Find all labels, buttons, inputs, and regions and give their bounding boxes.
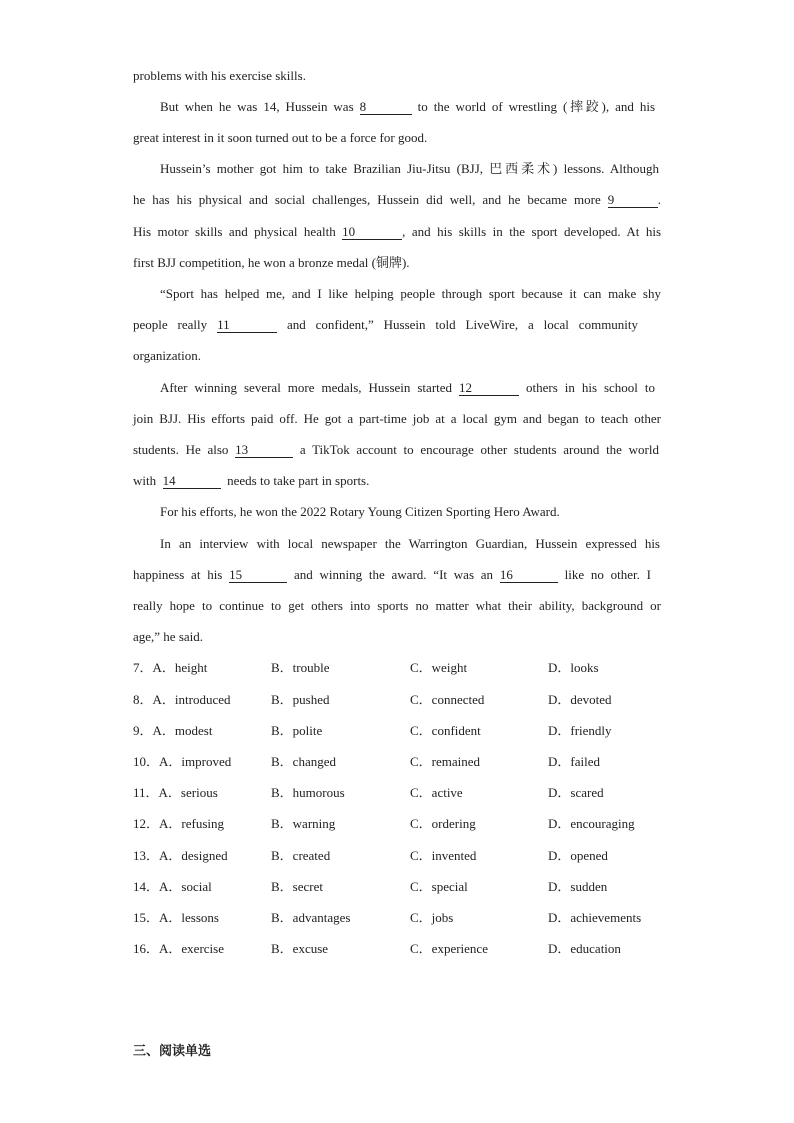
- passage-line: join BJJ. His efforts paid off. He got a part-time job at a local gym and began to teach other: [133, 411, 661, 426]
- blank-10: 10: [342, 225, 402, 240]
- option-b: B．secret: [271, 879, 323, 894]
- option-number-a: [133, 941, 224, 957]
- option-d: D．education: [548, 941, 621, 956]
- text-span: After winning several more medals, Hussein started: [160, 380, 453, 395]
- option-a: A．improved: [159, 754, 232, 769]
- option-a: A．social: [159, 879, 212, 894]
- blank-13: 13: [235, 443, 293, 458]
- text-span: to the world of wrestling (摔跤), and his: [417, 99, 655, 114]
- passage-line: Hussein’s mother got him to take Brazilian Jiu-Jitsu (BJJ, 巴西柔术) lessons. Although: [160, 161, 659, 176]
- option-row: [133, 754, 693, 770]
- option-number-a: [133, 879, 212, 895]
- option-number-a: [133, 785, 218, 801]
- passage-line: age,” he said.: [133, 629, 204, 644]
- blank-14: 14: [163, 474, 221, 489]
- blank-16: 16: [500, 568, 558, 583]
- passage-line: [133, 442, 659, 458]
- option-c: C．special: [410, 879, 468, 894]
- option-c: C．jobs: [410, 910, 454, 925]
- blank-8: 8: [360, 100, 412, 115]
- passage-line: really hope to continue to get others into sports no matter what their ability, background or: [133, 598, 661, 613]
- text-span: But when he was 14, Hussein was: [160, 99, 354, 114]
- option-number-a: [133, 848, 228, 864]
- option-d: D．devoted: [548, 692, 612, 707]
- option-b: B．changed: [271, 754, 336, 769]
- text-span: and winning the award. “It was an: [293, 567, 494, 582]
- option-c: C．connected: [410, 692, 485, 707]
- option-c: C．active: [410, 785, 463, 800]
- option-a: A．designed: [159, 848, 228, 863]
- passage-line: great interest in it soon turned out to be a force for good.: [133, 130, 428, 145]
- option-row: [133, 816, 693, 832]
- option-row: [133, 941, 693, 957]
- text-span: needs to take part in sports.: [227, 473, 370, 488]
- passage-line: [133, 473, 661, 489]
- option-b: B．humorous: [271, 785, 345, 800]
- blank-9: 9: [608, 193, 658, 208]
- option-c: C．confident: [410, 723, 481, 738]
- question-number: 12．: [133, 816, 160, 831]
- passage-line: first BJJ competition, he won a bronze medal (铜牌).: [133, 255, 410, 270]
- question-number: 11．: [133, 785, 159, 800]
- text-span: His motor skills and physical health: [133, 224, 336, 239]
- option-row: [133, 785, 693, 801]
- option-a: A．serious: [158, 785, 218, 800]
- option-a: A．refusing: [159, 816, 225, 831]
- passage-line: problems with his exercise skills.: [133, 68, 306, 83]
- blank-12: 12: [459, 381, 519, 396]
- option-d: D．scared: [548, 785, 604, 800]
- option-d: D．opened: [548, 848, 608, 863]
- option-number-a: [133, 660, 207, 676]
- option-d: D．failed: [548, 754, 600, 769]
- option-a: A．modest: [152, 723, 213, 738]
- option-b: B．advantages: [271, 910, 351, 925]
- option-number-a: [133, 910, 219, 926]
- option-c: C．weight: [410, 660, 468, 675]
- passage-line: [133, 317, 638, 333]
- question-number: 7．: [133, 660, 153, 675]
- text-span: .: [657, 192, 662, 207]
- passage-line: [133, 192, 661, 208]
- option-number-a: [133, 754, 231, 770]
- text-span: happiness at his: [133, 567, 223, 582]
- text-span: with: [133, 473, 157, 488]
- question-number: 10．: [133, 754, 160, 769]
- blank-11: 11: [217, 318, 277, 333]
- option-b: B．pushed: [271, 692, 330, 707]
- option-number-a: [133, 692, 231, 708]
- passage-line: “Sport has helped me, and I like helping people through sport because it can make shy: [160, 286, 661, 301]
- option-b: B．created: [271, 848, 331, 863]
- option-a: A．exercise: [159, 941, 224, 956]
- option-row: [133, 848, 693, 864]
- text-span: he has his physical and social challenges, Hussein did well, and he became more: [133, 192, 601, 207]
- option-row: [133, 910, 693, 926]
- passage-line: [133, 567, 651, 583]
- option-d: D．looks: [548, 660, 599, 675]
- option-a: A．introduced: [152, 692, 231, 707]
- passage-line: [133, 224, 661, 240]
- text-span: , and his skills in the sport developed. At his: [402, 224, 662, 239]
- option-b: B．polite: [271, 723, 323, 738]
- question-number: 8．: [133, 692, 153, 707]
- option-c: C．remained: [410, 754, 481, 769]
- text-span: like no other. I: [564, 567, 652, 582]
- option-c: C．experience: [410, 941, 488, 956]
- option-a: A．lessons: [159, 910, 219, 925]
- question-number: 14．: [133, 879, 160, 894]
- option-a: A．height: [152, 660, 208, 675]
- option-b: B．warning: [271, 816, 336, 831]
- option-c: C．invented: [410, 848, 477, 863]
- text-span: a TikTok account to encourage other students around the world: [299, 442, 659, 457]
- question-number: 13．: [133, 848, 160, 863]
- option-number-a: [133, 723, 212, 739]
- option-row: [133, 660, 693, 676]
- option-b: B．trouble: [271, 660, 330, 675]
- passage-line: organization.: [133, 348, 201, 363]
- question-number: 15．: [133, 910, 160, 925]
- question-number: 9．: [133, 723, 153, 738]
- passage-line: [160, 99, 655, 115]
- option-row: [133, 723, 693, 739]
- text-span: students. He also: [133, 442, 229, 457]
- option-row: [133, 692, 693, 708]
- option-c: C．ordering: [410, 816, 476, 831]
- option-d: D．sudden: [548, 879, 608, 894]
- passage-line: [160, 380, 655, 396]
- blank-15: 15: [229, 568, 287, 583]
- option-d: D．friendly: [548, 723, 612, 738]
- passage-line: For his efforts, he won the 2022 Rotary Young Citizen Sporting Hero Award.: [160, 504, 560, 519]
- option-number-a: [133, 816, 224, 832]
- text-span: people really: [133, 317, 208, 332]
- option-d: D．encouraging: [548, 816, 635, 831]
- option-b: B．excuse: [271, 941, 329, 956]
- question-number: 16．: [133, 941, 160, 956]
- text-span: others in his school to: [526, 380, 656, 395]
- passage-line: In an interview with local newspaper the Warrington Guardian, Hussein expressed his: [160, 536, 660, 551]
- text-span: and confident,” Hussein told LiveWire, a local community: [286, 317, 639, 332]
- option-row: [133, 879, 693, 895]
- section-heading: 三、阅读单选: [133, 1044, 212, 1059]
- option-d: D．achievements: [548, 910, 642, 925]
